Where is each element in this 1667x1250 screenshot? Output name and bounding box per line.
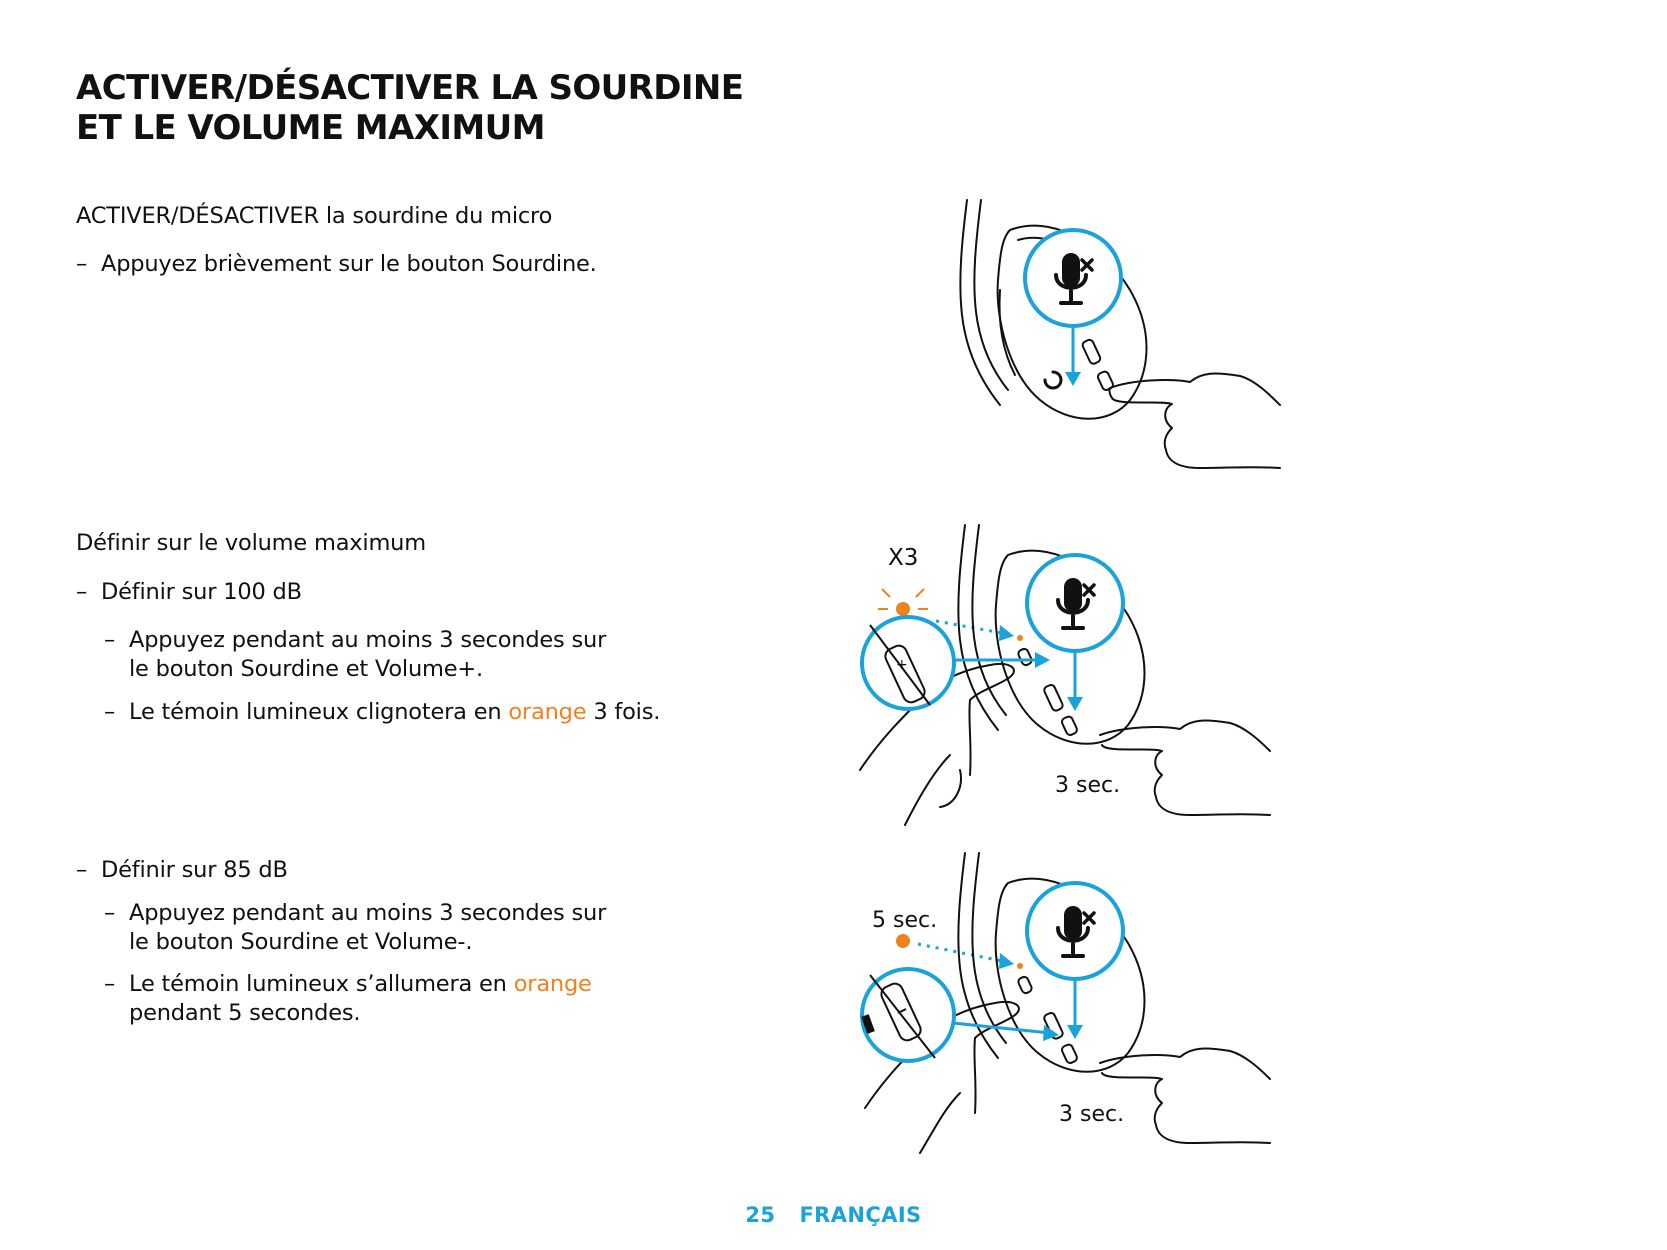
- substep-100-led: – Le témoin lumineux clignotera en orange 3 fois.: [104, 699, 661, 725]
- plus-symbol: +: [896, 657, 908, 673]
- mute-heading: ACTIVER/DÉSACTIVER la sourdine du micro: [76, 203, 553, 229]
- blink-count-label: X3: [888, 545, 919, 571]
- step-100db: – Définir sur 100 dB: [76, 579, 302, 605]
- substep-100-press-line2: le bouton Sourdine et Volume+.: [129, 656, 484, 682]
- finger-hand-icon: [1110, 374, 1281, 468]
- substep-85-press: – Appuyez pendant au moins 3 secondes sur: [104, 900, 607, 926]
- substep-85-led: – Le témoin lumineux s’allumera en orange: [104, 971, 592, 997]
- zoom-volume-plus-circle: [862, 617, 954, 709]
- substep-100-press-line1: Appuyez pendant au moins 3 secondes sur: [129, 627, 607, 653]
- led-orange-icon: [896, 934, 910, 948]
- page-title-line-2: ET LE VOLUME MAXIMUM: [76, 108, 545, 148]
- arrow-icon: [1065, 372, 1081, 386]
- page-number: 25: [745, 1203, 776, 1227]
- step-100db-text: Définir sur 100 dB: [101, 579, 302, 605]
- substep-100-led-color: orange: [508, 699, 587, 725]
- finger-hand-icon: [1100, 721, 1270, 815]
- footer-language: FRANÇAIS: [799, 1203, 922, 1227]
- finger-hand-icon: [1100, 1049, 1270, 1143]
- mute-press-illustration: [940, 200, 1280, 480]
- substep-100-press: – Appuyez pendant au moins 3 secondes sur: [104, 627, 607, 653]
- led-duration-label: 5 sec.: [872, 908, 938, 933]
- step-85db: – Définir sur 85 dB: [76, 857, 288, 883]
- logo-g-icon: [1045, 372, 1061, 388]
- max-85db-illustration: [860, 853, 1300, 1153]
- max-volume-heading: Définir sur le volume maximum: [76, 530, 426, 556]
- page-title-line-1: ACTIVER/DÉSACTIVER LA SOURDINE: [76, 68, 744, 108]
- substep-85-led-line2: pendant 5 secondes.: [129, 1000, 361, 1026]
- substep-85-led-color: orange: [513, 971, 592, 997]
- substep-100-led-pre: Le témoin lumineux clignotera en: [129, 699, 502, 725]
- page-footer: [0, 1203, 1667, 1227]
- step-85db-text: Définir sur 85 dB: [101, 857, 288, 883]
- mute-step-text: Appuyez brièvement sur le bouton Sourdine.: [101, 251, 597, 277]
- led-orange-icon: [896, 602, 910, 616]
- headband-icon: [960, 200, 1000, 405]
- hold-time-label: 3 sec.: [1055, 773, 1121, 798]
- mute-step: – Appuyez brièvement sur le bouton Sourdine.: [76, 251, 597, 277]
- substep-85-press-line2: le bouton Sourdine et Volume-.: [129, 929, 473, 955]
- max-100db-illustration: [860, 525, 1300, 825]
- substep-85-press-line1: Appuyez pendant au moins 3 secondes sur: [129, 900, 607, 926]
- substep-85-led-pre: Le témoin lumineux s’allumera en: [129, 971, 507, 997]
- hold-time-label: 3 sec.: [1059, 1102, 1125, 1127]
- substep-100-led-post: 3 fois.: [593, 699, 661, 725]
- page-title: [76, 68, 743, 148]
